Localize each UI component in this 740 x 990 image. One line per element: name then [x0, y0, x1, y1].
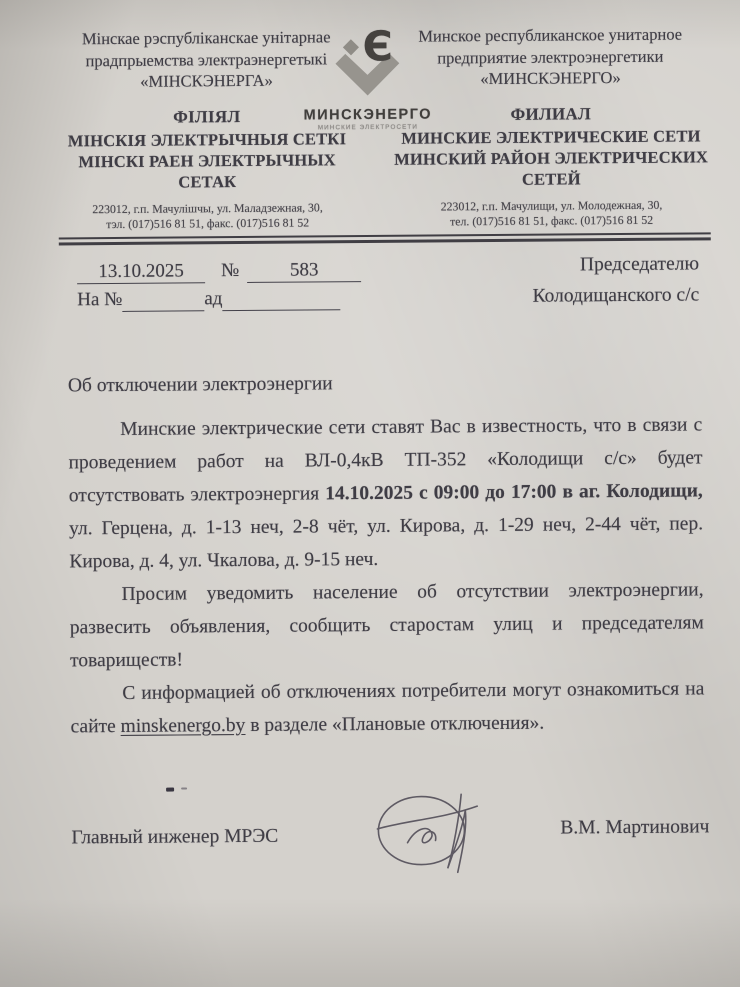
- p1-text-end: ул. Герцена, д. 1-13 неч, 2-8 чёт, ул. Кирова, д. 1-29 неч, 2-44 чёт, пер. Кирова, д. 4, ул. Чкалова, д. 9-15 неч.: [68, 513, 704, 573]
- p3-text-start: С информацией об отключениях потребители могут ознакомиться на сайте: [70, 678, 705, 738]
- letter-number: 583: [247, 259, 361, 283]
- ink-dash: [181, 787, 187, 789]
- reply-label: На №: [77, 288, 123, 311]
- branch-by-line1: МІНСКІЯ ЭЛЕКТРЫЧНЫЯ СЕТКІ: [67, 129, 347, 151]
- org-name-by-line2: прадпрыемства электраэнергетыкі: [85, 48, 328, 70]
- reference-area: [0, 240, 739, 332]
- number-sign: №: [220, 260, 240, 282]
- branch-ru-line3: СЕТЕЙ: [521, 169, 581, 189]
- reference-block: [77, 259, 362, 312]
- org-name-ru-line2: предприятие электроэнергетики: [437, 46, 664, 67]
- branch-title-by: ФІЛІЯЛ: [173, 107, 241, 127]
- branch-by-line3: СЕТАК: [178, 172, 237, 192]
- org-name-by-line3: «МІНСКЭНЕРГА»: [140, 70, 273, 91]
- logo-subcaption: МИНСКИЕ ЭЛЕКТРОСЕТИ: [317, 123, 419, 132]
- branch-ru: [388, 125, 714, 191]
- p3-text-end: в разделе «Плановые отключения».: [245, 712, 545, 736]
- letter-date: 13.10.2025: [77, 260, 205, 284]
- subject-line: Об отключении электроэнергии: [67, 373, 333, 397]
- svg-text:Є: Є: [362, 23, 394, 71]
- address-by-line2: тэл. (017)516 81 51, факс. (017)516 81 52: [106, 215, 310, 232]
- branch-title-ru: ФИЛИАЛ: [510, 104, 592, 124]
- address-ru: [388, 197, 714, 230]
- paragraph-info: [70, 672, 704, 743]
- ink-dot: [166, 788, 174, 792]
- p1-text-start: Минские электрические сети ставят Вас в известность, что в связи с проведением работ на ВЛ-0,4кВ ТП-352 «Колодищи с/с» будет отсутствовать электроэнергия: [68, 414, 703, 507]
- address-ru-line1: 223012, г.п. Мачулищи, ул. Молодежная, 30,: [440, 197, 663, 214]
- branch-by-line2: МІНСКІ РАЕН ЭЛЕКТРЫЧНЫХ: [78, 150, 336, 172]
- recipient-line1: Председателю: [579, 253, 700, 276]
- branch-ru-line2: МИНСКИЙ РАЙОН ЭЛЕКТРИЧЕСКИХ: [394, 147, 709, 169]
- letterhead: [0, 0, 739, 233]
- reply-number-blank: [122, 288, 204, 312]
- minskenergo-diamond-icon: [329, 24, 406, 101]
- address-by-line1: 223012, г.п. Мачулішчы, ул. Маладзежная, 30,: [92, 200, 323, 217]
- address-ru-line2: тел. (017)516 81 51, факс. (017)516 81 52: [450, 212, 654, 229]
- signer-position: Главный инженер МРЭС: [71, 825, 279, 849]
- signer-name: В.М. Мартинович: [560, 816, 710, 839]
- recipient-block: [532, 248, 699, 311]
- paragraph-request: Просим уведомить население об отсутствии электроэнергии, развесить объявления, сообщить старостам улиц и председателям товариществ!: [69, 579, 704, 672]
- org-name-ru-line3: «МИНСКЭНЕРГО»: [480, 68, 621, 89]
- signature-area: [3, 766, 740, 942]
- org-name-by-line1: Мінскае рэспубліканскае унітарнае: [81, 27, 331, 49]
- reference-row-date: [77, 259, 361, 284]
- reply-date-blank: [222, 287, 340, 311]
- reply-ad-label: ад: [204, 288, 223, 310]
- recipient-line2: Колодищанского с/с: [532, 284, 700, 307]
- logo-caption: МИНСКЭНЕРГО: [303, 106, 433, 124]
- paragraph-outage: [68, 408, 703, 578]
- handwritten-signature: [365, 776, 496, 887]
- letter-body: [68, 408, 705, 743]
- org-name-ru-line1: Минское республиканское унитарное: [418, 24, 683, 46]
- branch-by: [56, 128, 358, 193]
- p1-outage-datetime: 14.10.2025 с 09:00 до 17:00 в аг. Колодищи,: [325, 480, 703, 505]
- minskenergo-logo: [297, 23, 438, 131]
- branch-ru-line1: МИНСКИЕ ЭЛЕКТРИЧЕСКИЕ СЕТИ: [401, 126, 701, 148]
- website-link: minskenergo.by: [120, 714, 246, 737]
- address-by: [56, 200, 358, 232]
- reference-row-reply: [77, 287, 361, 312]
